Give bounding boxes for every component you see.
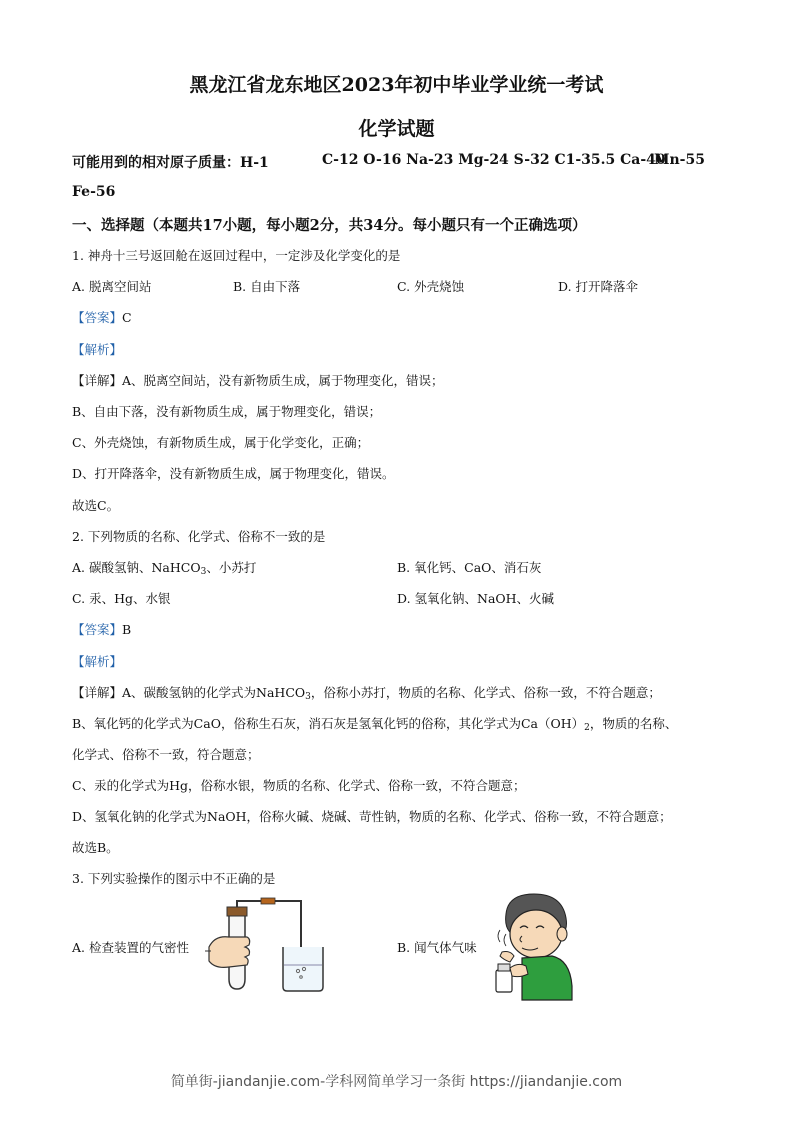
atomic-mass-fe: Fe-56: [72, 184, 116, 200]
page-title: 黑龙江省龙东地区2023年初中毕业学业统一考试: [189, 74, 604, 96]
q2-detail-line: C、汞的化学式为Hg，俗称水银，物质的名称、化学式、俗称一致，不符合题意；: [72, 778, 526, 793]
q2-stem: 2. 下列物质的名称、化学式、俗称不一致的是: [72, 529, 326, 544]
atomic-mass-mn: Mn-55: [654, 152, 705, 168]
q2-option-d: D. 氢氧化钠、NaOH、火碱: [397, 591, 555, 606]
q1-option-a: A. 脱离空间站: [72, 279, 152, 294]
q3-stem: 3. 下列实验操作的图示中不正确的是: [72, 871, 276, 886]
q2-detail-line: D、氢氧化钠的化学式为NaOH，俗称火碱、烧碱、苛性钠，物质的名称、化学式、俗称一致，不符合题意；: [72, 809, 672, 824]
q1-option-c: C. 外壳烧蚀: [397, 279, 465, 294]
q1-stem: 1. 神舟十三号返回舱在返回过程中，一定涉及化学变化的是: [72, 248, 401, 263]
q1-answer: [72, 308, 132, 326]
q1-detail-line: B、自由下落，没有新物质生成，属于物理变化，错误；: [72, 404, 382, 419]
q2-detail-line: 化学式、俗称不一致，符合题意；: [72, 747, 260, 762]
q2-conclusion: 故选B。: [72, 840, 119, 855]
answer-tag: 【答案】: [72, 310, 123, 325]
q1-option-b: B. 自由下落: [233, 279, 301, 294]
q1-option-d: D. 打开降落伞: [558, 279, 639, 294]
subscript: 3: [305, 692, 311, 702]
detail-text: A、脱离空间站，没有新物质生成，属于物理变化，错误；: [122, 373, 444, 388]
q3-option-b: B. 闻气体气味: [397, 940, 477, 955]
q1-conclusion: 故选C。: [72, 498, 120, 513]
q2-detail-line: [72, 683, 661, 702]
option-text: A. 碳酸氢钠、NaHCO: [72, 560, 201, 575]
q2-answer: [72, 620, 131, 638]
q1-detail-line: C、外壳烧蚀，有新物质生成，属于化学变化，正确；: [72, 435, 370, 450]
subscript: 2: [584, 723, 590, 733]
answer-value: C: [122, 310, 132, 325]
q1-detail-line: D、打开降落伞，没有新物质生成，属于物理变化，错误。: [72, 466, 395, 481]
detail-tag: 【详解】: [72, 685, 123, 700]
detail-text: A、碳酸氢钠的化学式为NaHCO: [122, 685, 306, 700]
q1-detail-line: [72, 371, 444, 389]
atomic-mass-values: C-12 O-16 Na-23 Mg-24 S-32 C1-35.5 Ca-40: [322, 152, 666, 168]
detail-text: ，俗称小苏打，物质的名称、化学式、俗称一致，不符合题意；: [310, 685, 661, 700]
q2-analysis-tag: 【解析】: [72, 654, 123, 669]
q3-option-a: A. 检查装置的气密性: [72, 940, 189, 955]
footer-watermark: 简单街-jiandanjie.com-学科网简单学习一条街 https://jiandanjie.com: [170, 1074, 623, 1090]
subscript: 3: [200, 567, 207, 577]
q1-analysis-tag: 【解析】: [72, 342, 123, 357]
answer-tag: 【答案】: [72, 622, 123, 637]
page-subtitle: 化学试题: [358, 118, 435, 140]
detail-text: ，物质的名称、: [589, 716, 678, 731]
detail-text: B、氧化钙的化学式为CaO，俗称生石灰，消石灰是氢氧化钙的俗称，其化学式为Ca（OH）: [72, 716, 585, 731]
smelling-gas-person-image: [492, 890, 582, 1000]
answer-value: B: [122, 622, 132, 637]
detail-tag: 【详解】: [72, 373, 123, 388]
q2-option-c: C. 汞、Hg、水银: [72, 591, 171, 606]
atomic-mass-label: 可能用到的相对原子质量：H-1: [72, 155, 269, 171]
q2-option-a: [72, 558, 256, 577]
option-text: 、小苏打: [206, 560, 257, 575]
q2-detail-line: [72, 714, 677, 733]
airtightness-apparatus-image: [205, 895, 325, 995]
section-heading: 一、选择题（本题共17小题，每小题2分，共34分。每小题只有一个正确选项）: [72, 217, 587, 234]
q2-option-b: B. 氧化钙、CaO、消石灰: [397, 560, 542, 575]
